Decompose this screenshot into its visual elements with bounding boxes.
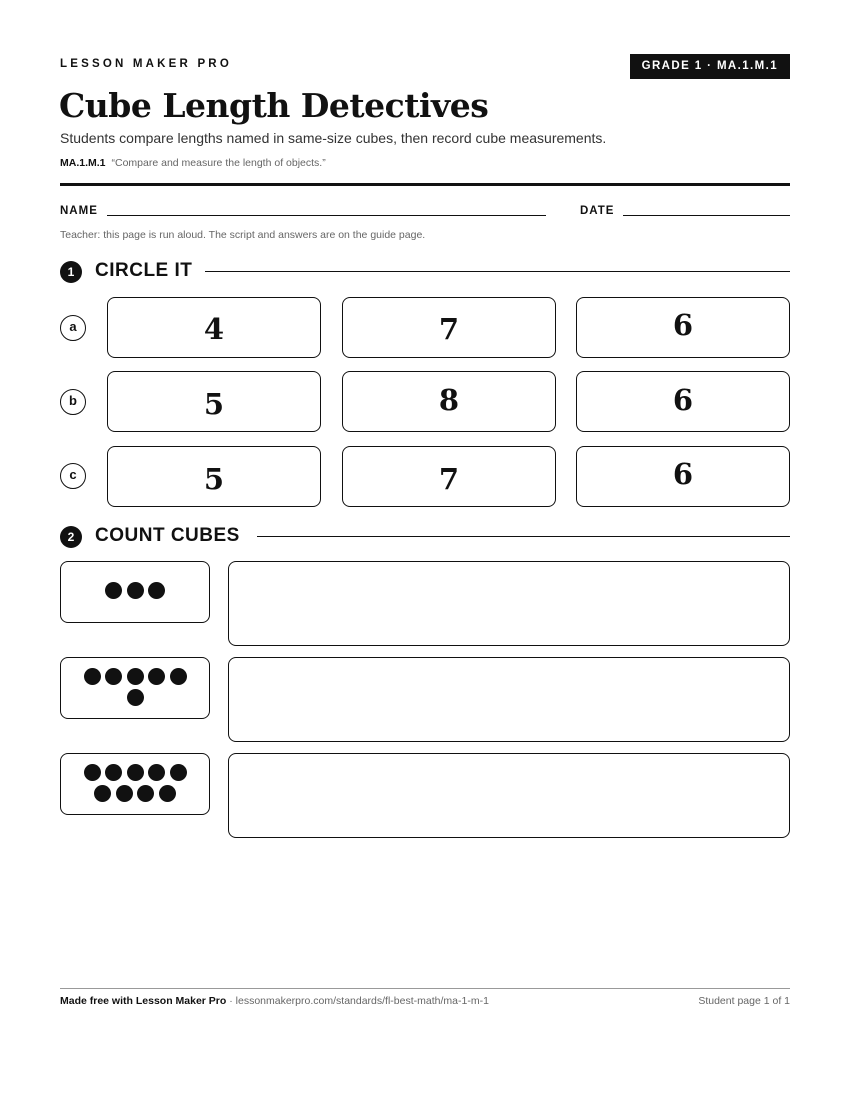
number-choice-box[interactable] <box>342 297 556 358</box>
number-choice-box[interactable] <box>342 371 556 432</box>
name-label: NAME <box>60 205 98 217</box>
section-number: 2 <box>60 526 82 548</box>
footer-made-with: Made free with Lesson Maker Pro <box>60 995 227 1007</box>
answer-box[interactable] <box>228 753 790 838</box>
section-number: 1 <box>60 261 82 283</box>
number-choice-box[interactable] <box>576 297 790 358</box>
cube-row <box>61 689 209 707</box>
date-line[interactable] <box>623 215 790 216</box>
cube-dot <box>170 668 187 685</box>
number-choice-box[interactable] <box>107 371 321 432</box>
footer-page-label: Student page 1 of 1 <box>698 995 790 1007</box>
cube-set-box <box>60 657 210 719</box>
cube-dot <box>116 785 133 802</box>
standard-code: MA.1.M.1 <box>60 157 106 169</box>
cube-dot <box>137 785 154 802</box>
cube-dot <box>127 764 144 781</box>
page-subtitle: Students compare lengths named in same-size cubes, then record cube measurements. <box>60 130 607 146</box>
number-choice: 7 <box>438 462 460 496</box>
number-choice-box[interactable] <box>576 446 790 507</box>
cube-dot <box>105 668 122 685</box>
answer-box[interactable] <box>228 657 790 742</box>
number-choice-box[interactable] <box>107 446 321 507</box>
section-1-header <box>60 259 790 283</box>
number-choice: 7 <box>438 312 460 346</box>
footer-credit <box>60 995 489 1007</box>
number-choice-box[interactable] <box>107 297 321 358</box>
section-rule <box>205 271 790 272</box>
cube-dot <box>105 582 122 599</box>
cube-dot <box>94 785 111 802</box>
footer-url[interactable]: lessonmakerpro.com/standards/fl-best-math/ma-1-m-1 <box>235 995 489 1007</box>
footer-divider <box>60 988 790 989</box>
number-choice-box[interactable] <box>576 371 790 432</box>
row-letter-c: c <box>60 463 86 489</box>
cube-dot <box>170 764 187 781</box>
cube-dot <box>127 689 144 706</box>
cube-dot <box>84 668 101 685</box>
cube-dot <box>127 582 144 599</box>
cube-dot <box>159 785 176 802</box>
number-choice: 5 <box>203 387 225 421</box>
teacher-note: Teacher: this page is run aloud. The script and answers are on the guide page. <box>60 229 426 241</box>
cube-set-box <box>60 561 210 623</box>
cube-dot <box>105 764 122 781</box>
page-title: Cube Length Detectives <box>59 86 489 125</box>
answer-box[interactable] <box>228 561 790 646</box>
standard-quote: “Compare and measure the length of objects.” <box>111 157 326 169</box>
footer-separator: · <box>226 995 236 1007</box>
cube-row <box>61 582 209 600</box>
section-title: CIRCLE IT <box>95 260 193 281</box>
cube-dot <box>148 764 165 781</box>
number-choice: 6 <box>672 308 694 342</box>
section-2-header <box>60 524 790 548</box>
row-letter-b: b <box>60 389 86 415</box>
cube-dot <box>127 668 144 685</box>
row-letter-a: a <box>60 315 86 341</box>
header-divider <box>60 183 790 186</box>
brand-name: LESSON MAKER PRO <box>60 58 232 70</box>
number-choice: 8 <box>438 383 460 417</box>
section-rule <box>257 536 790 537</box>
number-choice: 4 <box>203 312 225 346</box>
cube-dot <box>84 764 101 781</box>
cube-dot <box>148 668 165 685</box>
standard-line <box>60 157 326 169</box>
number-choice: 5 <box>203 462 225 496</box>
number-choice: 6 <box>672 457 694 491</box>
cube-row <box>61 668 209 686</box>
cube-row <box>61 764 209 782</box>
cube-set-box <box>60 753 210 815</box>
section-title: COUNT CUBES <box>95 525 240 546</box>
number-choice-box[interactable] <box>342 446 556 507</box>
name-line[interactable] <box>107 215 546 216</box>
date-label: DATE <box>580 205 615 217</box>
number-choice: 6 <box>672 383 694 417</box>
cube-dot <box>148 582 165 599</box>
cube-row <box>61 785 209 803</box>
grade-badge: GRADE 1 · MA.1.M.1 <box>630 54 790 79</box>
